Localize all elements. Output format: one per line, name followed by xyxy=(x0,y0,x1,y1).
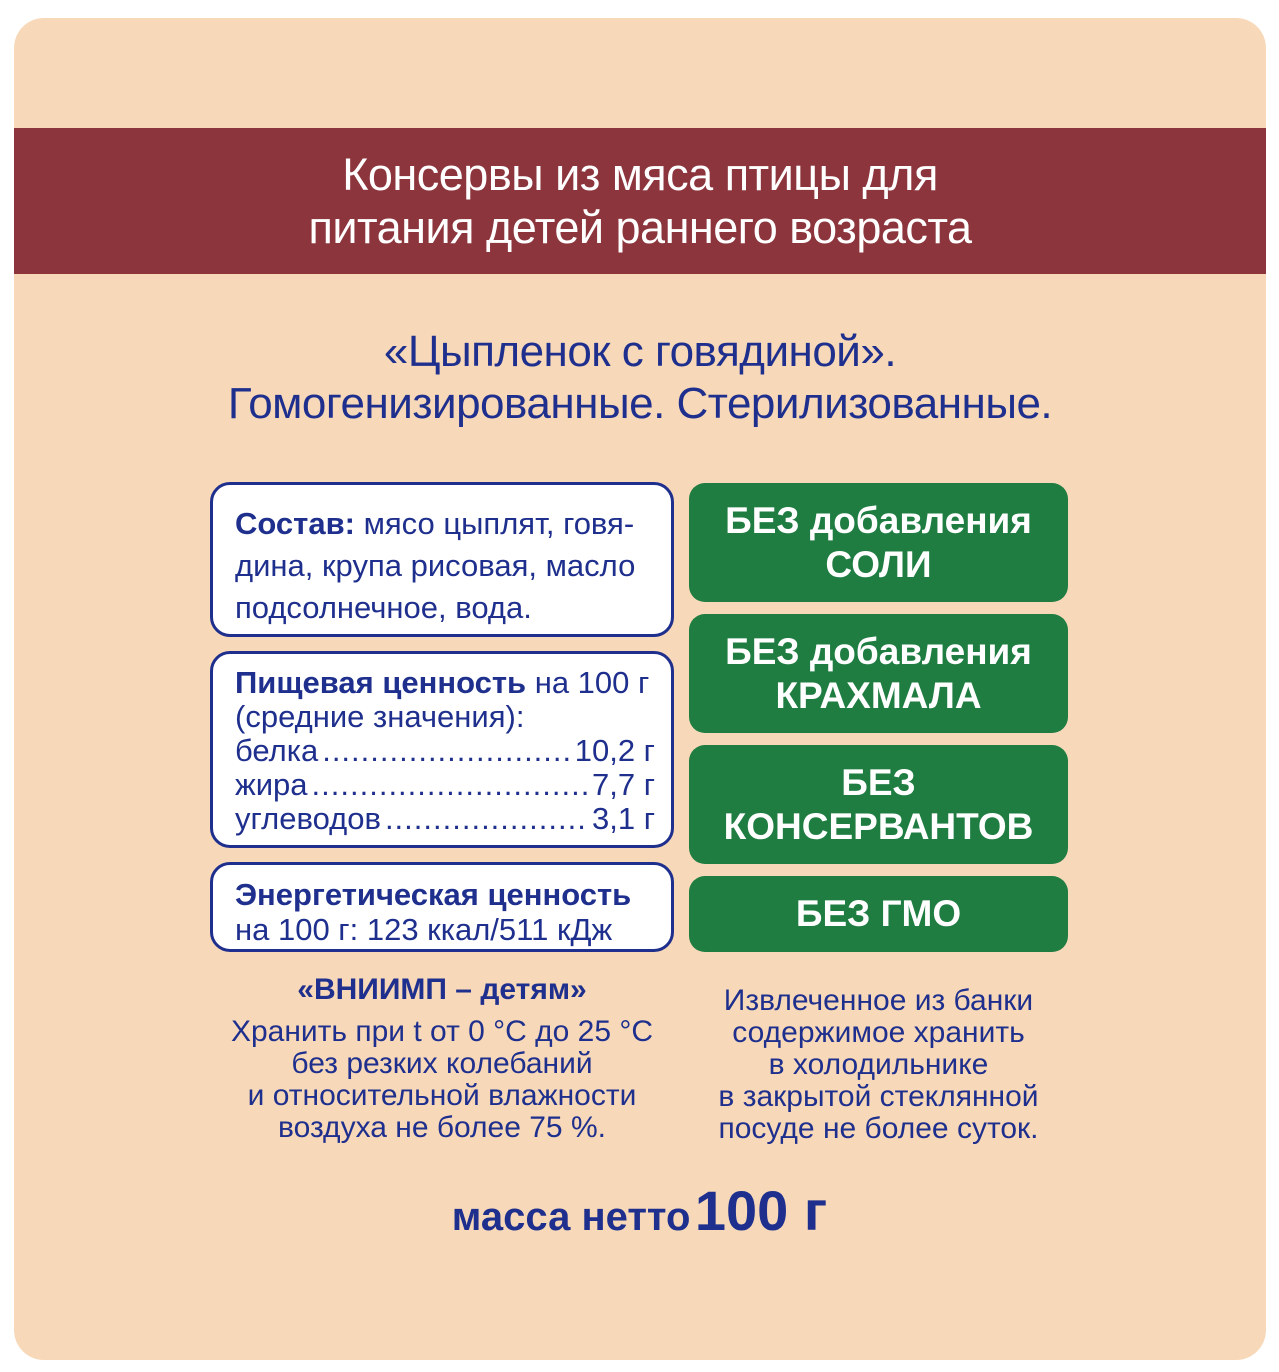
nutrition-row-protein xyxy=(235,734,655,768)
product-name xyxy=(60,326,1220,430)
nutrient-value: 10,2 г xyxy=(574,733,655,768)
badge-line2: СОЛИ xyxy=(825,543,932,585)
storage-line: в холодильнике xyxy=(768,1048,989,1081)
badge-line2: КОНСЕРВАНТОВ xyxy=(723,805,1034,847)
header-band xyxy=(14,128,1266,274)
composition-text-3: подсолнечное, вода. xyxy=(235,590,532,625)
nutrition-row-carbs xyxy=(235,802,655,836)
energy-label: Энергетическая ценность xyxy=(235,877,632,912)
net-weight xyxy=(0,1178,1279,1243)
header-title-line1: Консервы из мяса птицы для xyxy=(342,149,938,200)
storage-line: и относительной влажности xyxy=(247,1079,637,1112)
nutrient-value: 3,1 г xyxy=(591,801,655,836)
storage-line: содержимое хранить xyxy=(732,1016,1025,1049)
nutrition-label: Пищевая ценность xyxy=(235,665,527,700)
header-title xyxy=(190,148,1090,254)
storage-conditions xyxy=(210,1016,674,1144)
badge-line1: БЕЗ xyxy=(841,761,916,803)
product-description: Гомогенизированные. Стерилизованные. xyxy=(227,379,1053,428)
composition-text-1: мясо цыплят, говя- xyxy=(354,506,635,541)
storage-line: Хранить при t от 0 °С до 25 °С xyxy=(230,1015,654,1048)
badge-no-gmo xyxy=(689,876,1068,952)
nutrition-box xyxy=(210,651,674,848)
nutrition-note: (средние значения): xyxy=(235,699,525,734)
nutrition-row-fat xyxy=(235,768,655,802)
vniimp-mark: «ВНИИМП – детям» xyxy=(297,973,587,1006)
badge-no-preservatives xyxy=(689,745,1068,864)
net-weight-value: 100 г xyxy=(694,1179,828,1242)
energy-box xyxy=(210,862,674,952)
nutrition-per: на 100 г xyxy=(526,665,650,700)
nutrient-value: 7,7 г xyxy=(591,767,655,802)
net-weight-label: масса нетто xyxy=(451,1195,691,1239)
energy-value: на 100 г: 123 ккал/511 кДж xyxy=(235,912,613,947)
product-name-line1: «Цыпленок с говядиной». xyxy=(383,327,897,376)
badge-no-salt xyxy=(689,483,1068,602)
storage-line: воздуха не более 75 %. xyxy=(278,1111,606,1144)
dot-leader xyxy=(322,734,571,768)
dot-leader xyxy=(312,768,588,802)
storage-line: посуде не более суток. xyxy=(718,1112,1039,1145)
storage-line: без резких колебаний xyxy=(291,1047,593,1080)
nutrient-name: белка xyxy=(235,733,319,768)
composition-label: Состав: xyxy=(235,506,355,541)
badge-line1: БЕЗ добавления xyxy=(725,630,1032,672)
storage-line: Извлеченное из банки xyxy=(723,984,1034,1017)
nutrient-name: углеводов xyxy=(235,801,381,836)
dot-leader xyxy=(385,802,588,836)
composition-line1 xyxy=(235,503,655,545)
nutrition-header xyxy=(235,666,655,700)
after-opening-instructions xyxy=(689,985,1068,1145)
header-title-line2: питания детей раннего возраста xyxy=(308,202,972,253)
composition-box xyxy=(210,482,674,637)
badge-line1: БЕЗ добавления xyxy=(725,499,1032,541)
nutrient-name: жира xyxy=(235,767,308,802)
storage-line: в закрытой стеклянной xyxy=(718,1080,1039,1113)
badge-line2: КРАХМАЛА xyxy=(775,674,982,716)
badge-line1: БЕЗ ГМО xyxy=(795,893,962,934)
composition-text-2: дина, крупа рисовая, масло xyxy=(235,548,636,583)
badge-no-starch xyxy=(689,614,1068,733)
